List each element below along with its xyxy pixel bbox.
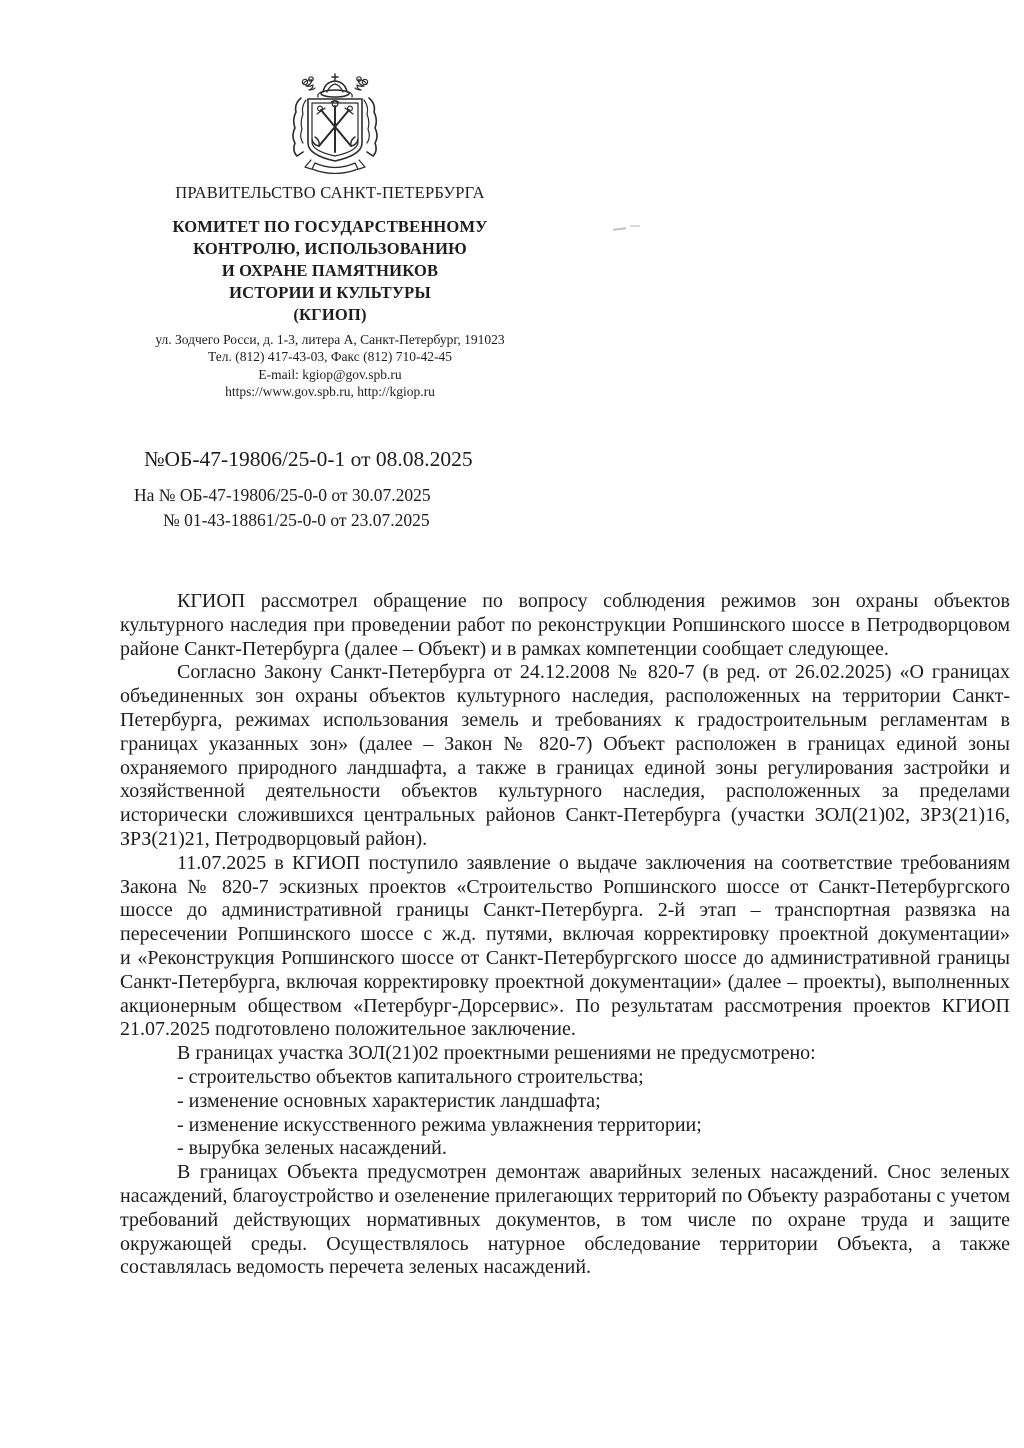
list-item-2: - изменение основных характеристик ландшафта; — [177, 1089, 601, 1112]
address-line: ул. Зодчего Росси, д. 1-3, литера А, Санкт-Петербург, 191023 — [155, 332, 505, 347]
committee-name-line-1: КОМИТЕТ ПО ГОСУДАРСТВЕННОМУ — [172, 217, 488, 236]
committee-name-line-3: И ОХРАНЕ ПАМЯТНИКОВ — [221, 261, 439, 280]
list-intro: В границах участка ЗОЛ(21)02 проектными решениями не предусмотрено: — [177, 1042, 816, 1065]
scan-artifact — [612, 222, 642, 234]
letter-body — [120, 590, 1010, 1280]
spb-coat-of-arms-icon — [281, 70, 389, 174]
website-line: https://www.gov.spb.ru, http://kgiop.ru — [225, 384, 435, 400]
committee-name-line-2: КОНТРОЛЮ, ИСПОЛЬЗОВАНИЮ — [193, 239, 467, 258]
committee-name — [112, 216, 548, 326]
body-paragraph-2: Согласно Закону Санкт-Петербурга от 24.12.2008 № 820-7 (в ред. от 26.02.2025) «О границах объединенных зон охраны объектов культурного наследия, расположенных на территории Санкт-Петербурга, режимах использования земель и требованиях к градостроительным регламентам в границах указанных зон» (далее – Закон № 820-7) Объект расположен в границах единой зоны охраняемого природного ландшафта, а также в границах единой зоны регулирования застройки и хозяйственной деятельности объектов культурного наследия, расположенных за пределами исторически сложившихся центральных районов Санкт-Петербурга (участки ЗОЛ(21)02, ЗРЗ(21)16, ЗРЗ(21)21, Петродворцовый район). — [120, 661, 1010, 850]
phone-fax-line: Тел. (812) 417-43-03, Факс (812) 710-42-45 — [208, 349, 452, 365]
outgoing-number: №ОБ-47-19806/25-0-1 от 08.08.2025 — [144, 447, 473, 471]
body-paragraph-3: 11.07.2025 в КГИОП поступило заявление о выдаче заключения на соответствие требованиям Закона № 820-7 эскизных проектов «Строительство Ропшинского шоссе от Санкт-Петербургского шоссе до административной границы Санкт-Петербурга. 2-й этап – транспортная развязка на пересечении Ропшинского шоссе с ж.д. путями, включая корректировку проектной документации» и «Реконструкция Ропшинского шоссе от Санкт-Петербургского шоссе до административной границы Санкт-Петербурга, включая корректировку проектной документации» (далее – проекты), выполненных акционерным обществом «Петербург-Дорсервис». По результатам рассмотрения проектов КГИОП 21.07.2025 подготовлено положительное заключение. — [120, 851, 1010, 1041]
committee-name-line-4: ИСТОРИИ И КУЛЬТУРЫ — [229, 283, 431, 302]
reply-reference-2: № 01-43-18861/25-0-0 от 23.07.2025 — [163, 510, 430, 530]
contact-block — [112, 331, 548, 401]
email-line: E-mail: kgiop@gov.spb.ru — [258, 366, 402, 382]
list-item-1: - строительство объектов капитального строительства; — [177, 1065, 644, 1088]
government-title: ПРАВИТЕЛЬСТВО САНКТ-ПЕТЕРБУРГА — [175, 183, 485, 202]
list-item-3: - изменение искусственного режима увлажнения территории; — [177, 1113, 702, 1136]
body-paragraph-closing: В границах Объекта предусмотрен демонтаж аварийных зеленых насаждений. Снос зеленых насаждений, благоустройство и озеленение прилегающих территорий по Объекту разработаны с учетом требований действующих нормативных документов, в том числе по охране труда и защите окружающей среды. Осуществлялось натурное обследование территории Объекта, а также составлялась ведомость перечета зеленых насаждений. — [120, 1161, 1010, 1279]
list-item-4: - вырубка зеленых насаждений. — [177, 1137, 447, 1160]
reply-reference-1: На № ОБ-47-19806/25-0-0 от 30.07.2025 — [134, 485, 431, 505]
committee-abbreviation: (КГИОП) — [293, 305, 367, 324]
body-paragraph-1: КГИОП рассмотрел обращение по вопросу соблюдения режимов зон охраны объектов культурного наследия при проведении работ по реконструкции Ропшинского шоссе в Петродворцовом районе Санкт-Петербурга (далее – Объект) и в рамках компетенции сообщает следующее. — [120, 590, 1010, 660]
